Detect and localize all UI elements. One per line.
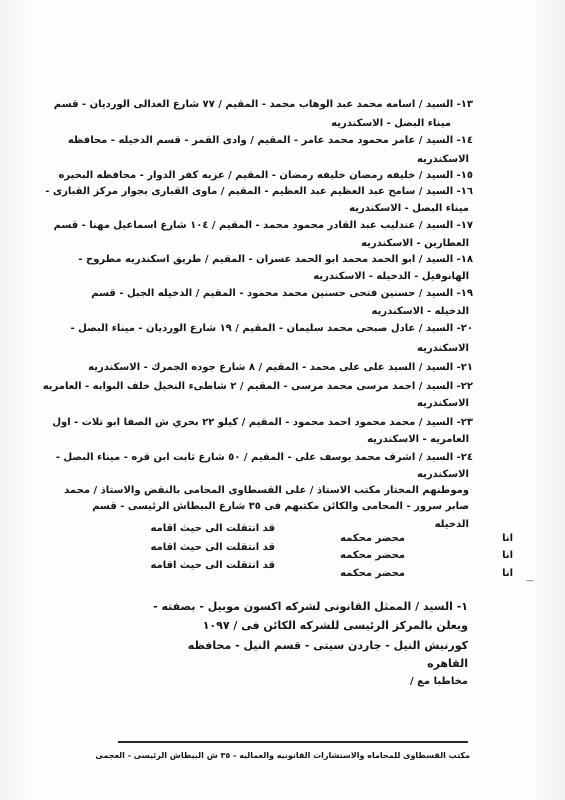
text-line: ١٣- السيد / اسامه محمد عبد الوهاب محمد - المقيم / ٧٧ شارع العدالى الورديان - قسم (53, 99, 473, 110)
text-line: ٢١- السيد / السيد على على محمد - المقيم / ٨ شارع جوده الجمرك - الاسكندريه (88, 362, 473, 373)
service-status: قد انتقلت الى حيث اقامه (150, 560, 275, 571)
text-line: العطارين - الاسكندريه (361, 238, 469, 249)
text-line: ميناء البصل - الاسكندريه (349, 203, 469, 214)
company-line: القاهره (427, 657, 468, 670)
text-line: صابر سرور - المحامى والكائن مكتبهم فى ٣٥ شارع البيطاش الرئيسى - قسم (92, 501, 469, 512)
text-line: الاسكندريه (417, 154, 469, 165)
text-line: الدخيله - الاسكندريه (371, 306, 469, 317)
text-line: الهانوفيل - الدخيله - الاسكندريه (313, 271, 469, 282)
text-line: ١٩- السيد / حسنين فتحى حسنين محمد محمود - المقيم / الدخيله الجبل - قسم (91, 288, 473, 299)
text-line: الاسكندريه (417, 469, 469, 480)
text-line: ٢٣- السيد / محمد محمود احمد محمود - المقيم / كيلو ٢٢ بحري ش الصفا ابو تلات - اول (52, 417, 473, 428)
text-line: ١٦- السيد / سامح عبد العظيم عبد العظيم - المقيم / ماوى القبارى بجوار مركز القبارى - (45, 186, 473, 197)
company-line: كورنيش النيل - جاردن سيتى - قسم النيل - محافظه (187, 639, 468, 652)
clerk-label: محضر محكمه (340, 550, 405, 561)
text-line: ١٥- السيد / خليفه رمضان خليفه رمضان - المقيم / عزبه كفر الدوار - محافظه البحيره (58, 170, 473, 181)
ana-label: انا (502, 568, 513, 579)
office-footer: مكتب القسطاوى للمحاماه والاستشارات القانونيه والعماليه - ٣٥ ش البيطاش الرئيسى - العجمى (95, 751, 470, 760)
text-line: ميناء البصل - الاسكندريه (331, 118, 451, 129)
company-line: ١- السيد / الممثل القانونى لشركه اكسون موبيل - بصفته - (153, 600, 468, 613)
footer-divider (118, 741, 468, 743)
text-line: الدخيله (434, 519, 469, 530)
text-line: ٢٢- السيد / احمد مرسى محمد مرسى - المقيم / ٢ شاطىء النخيل خلف البوابه - العامريه (42, 381, 473, 392)
text-line: الاسكندريه (417, 343, 469, 354)
text-line: ١٧- السيد / عندليب عبد القادر محمود محمد - المقيم / ١٠٤ شارع اسماعيل مهنا - قسم (53, 220, 473, 231)
text-line: ١٨- السيد / ابو الحمد محمد ابو الحمد عسران - المقيم / طريق اسكندريه مطروح - (78, 254, 473, 265)
service-status: قد انتقلت الى حيث اقامه (150, 542, 275, 553)
margin-mark: — (526, 576, 534, 585)
text-line: ٢٤- السيد / اشرف محمد يوسف على - المقيم / ٥٠ شارع ثابت ابن قره - ميناء البصل - (55, 452, 473, 463)
ana-label: انا (502, 550, 513, 561)
text-line: الاسكندريه (417, 398, 469, 409)
ana-label: انا (502, 533, 513, 544)
text-line: ٢٠- السيد / عادل صبحى محمد سليمان - المقيم / ١٩ شارع الورديان - ميناء البصل - (70, 323, 473, 334)
service-status: قد انتقلت الى حيث اقامه (150, 523, 275, 534)
clerk-label: محضر محكمه (340, 568, 405, 579)
text-line: العامريه - الاسكندريه (367, 434, 469, 445)
company-line: مخاطبا مع / (409, 676, 468, 687)
clerk-label: محضر محكمه (340, 533, 405, 544)
text-line: وموطنهم المختار مكتب الاستاذ / على القسطاوى المحامى بالنقض والاستاذ / محمد (64, 485, 469, 496)
text-line: ١٤- السيد / عامر محمود محمد عامر - المقيم / وادى القمر - قسم الدخيله - محافظه (67, 135, 473, 146)
company-line: ويعلن بالمركز الرئيسى للشركه الكائن فى / ١٠٩٧ (202, 619, 468, 632)
